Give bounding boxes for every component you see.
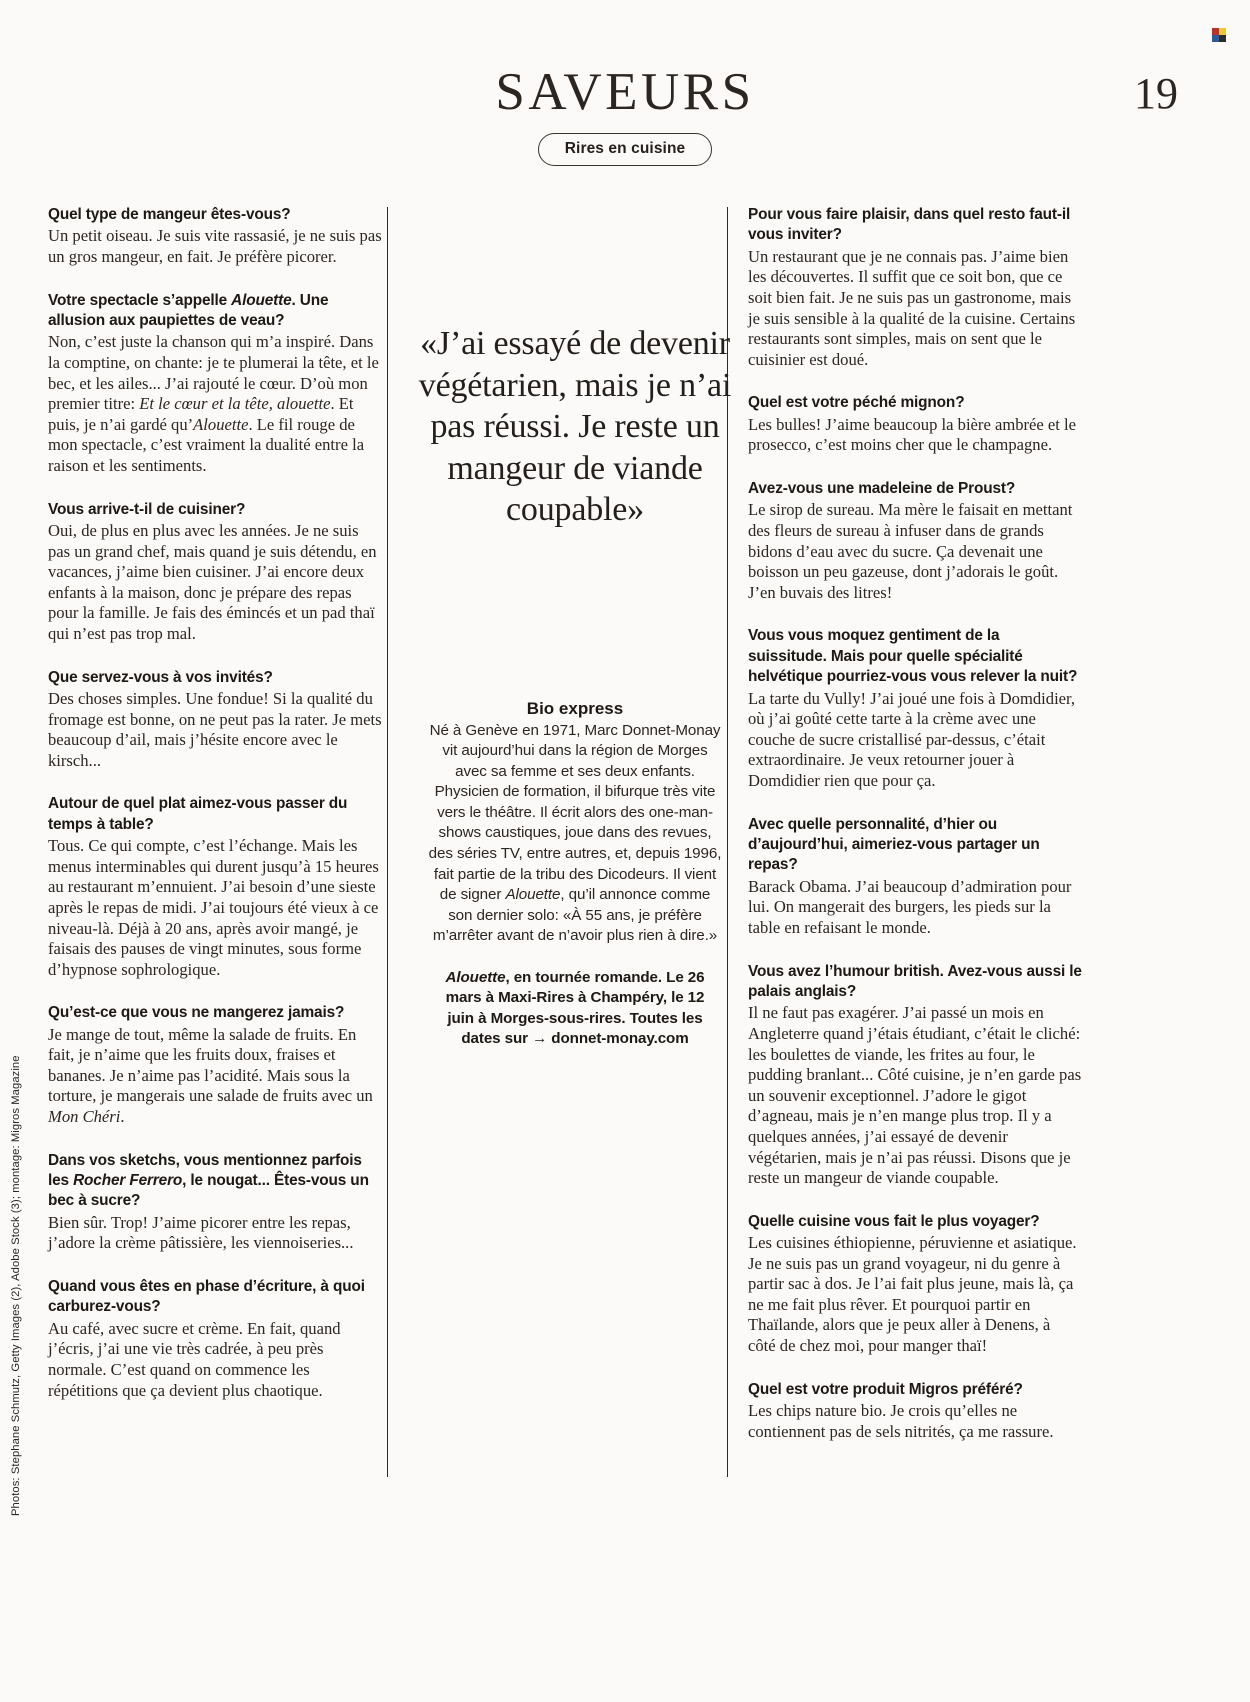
qa-answer: Un restaurant que je ne connais pas. J’aime bien les découvertes. Il suffit que ce soit bon, que ce soit bien fait. Je ne suis pas un gastronome, mais je suis sensible à la qualité de la cuisine. Certains restaurants sont simples, mais on sent que le cuisinier est doué. <box>748 246 1076 369</box>
qa-answer: Bien sûr. Trop! J’aime picorer entre les repas, j’adore la crème pâtissière, les viennoiseries... <box>48 1212 354 1253</box>
qa-question: Quand vous êtes en phase d’écriture, à quoi carburez-vous? <box>48 1278 365 1316</box>
column-left <box>48 205 382 1401</box>
qa-answer: Tous. Ce qui compte, c’est l’échange. Mais les menus interminables qui durent jusqu’à 15 heures au restaurant m’ennuient. J’ai besoin d’une sieste après le repas de midi. J’ai toujours été vieux à ce niveau-là. Déjà à 20 ans, après avoir mangé, je faisais des pauses de vingt minutes, sous forme d’hypnose sophrologique. <box>48 836 379 979</box>
column-center <box>410 205 740 1050</box>
qa-question: Avez-vous une madeleine de Proust? <box>748 479 1016 497</box>
qa-block <box>48 1151 382 1254</box>
qa-block <box>748 962 1082 1189</box>
qa-block <box>748 1380 1082 1443</box>
qa-question: Vous avez l’humour british. Avez-vous aussi le palais anglais? <box>748 962 1082 1000</box>
rubric-badge: Rires en cuisine <box>538 133 712 166</box>
qa-answer: Le sirop de sureau. Ma mère le faisait en mettant des fleurs de sureau à infuser dans de grands bidons d’eau avec du sucre. Ça devenait une boisson un peu gazeuse, dont j’adorais le goût. J’en buvais des litres! <box>748 500 1073 602</box>
column-right <box>748 205 1082 1442</box>
qa-block <box>48 794 382 980</box>
qa-answer: Les chips nature bio. Je crois qu’elles ne contiennent pas de sels nitrités, ça me rassure. <box>748 1401 1054 1441</box>
qa-question: Quel est votre péché mignon? <box>748 394 965 412</box>
qa-block <box>48 500 382 645</box>
qa-block <box>748 393 1082 456</box>
section-title: SAVEURS <box>495 63 755 121</box>
qa-block <box>48 205 382 268</box>
qa-question: Votre spectacle s’appelle Alouette. Une allusion aux paupiettes de veau? <box>48 291 329 329</box>
qa-answer: Oui, de plus en plus avec les années. Je ne suis pas un grand chef, mais quand je suis détendu, en vacances, j’aime bien cuisiner. J’ai encore deux enfants à la maison, donc je prépare des repas pour la famille. Je fais des émincés et un pad thaï qui n’est pas trop mal. <box>48 520 377 643</box>
qa-answer: Des choses simples. Une fondue! Si la qualité du fromage est bonne, on ne peut pas la rater. Je mets beaucoup d’ail, mais j’hésite encore avec le kirsch... <box>48 688 382 770</box>
tour-dates: Alouette, en tournée romande. Le 26 mars à Maxi-Rires à Champéry, le 12 juin à Morges-sous-rires. Toutes les dates sur → donnet-monay.com <box>445 969 705 1048</box>
qa-block <box>48 291 382 477</box>
qa-question: Vous vous moquez gentiment de la suissitude. Mais pour quelle spécialité helvétique pourriez-vous vous relever la nuit? <box>748 627 1078 686</box>
bio-express-block <box>410 699 740 948</box>
qa-answer: Il ne faut pas exagérer. J’ai passé un mois en Angleterre quand j’étais étudiant, c’était le cliché: les boulettes de viande, les frites au four, le pudding branlant... Côté cuisine, je n’en garde pas un souvenir exceptionnel. J’adore le gigot d’agneau, mais je n’en mange plus trop. Il y a quelques années, j’ai essayé de devenir végétarien, mais je n’ai pas réussi. Disons que je reste un mangeur de viande coupable. <box>748 1003 1082 1188</box>
page-number: 19 <box>1134 69 1178 118</box>
qa-answer: La tarte du Vully! J’ai joué une fois à Domdidier, où j’ai goûté cette tarte à la crème avec une couche de sucre cristallisé par-dessus, c’était extraordinaire. Je veux retourner jouer à Domdidier rien que pour ça. <box>748 688 1076 790</box>
qa-block <box>748 815 1082 939</box>
qa-answer: Un petit oiseau. Je suis vite rassasié, je ne suis pas un gros mangeur, en fait. Je préfère picorer. <box>48 226 382 266</box>
photo-credit: Photos: Stephane Schmutz, Getty Images (2), Adobe Stock (3); montage: Migros Magazine <box>10 1055 22 1516</box>
qa-question: Pour vous faire plaisir, dans quel resto faut-il vous inviter? <box>748 206 1071 244</box>
registration-mark-icon <box>1212 28 1226 42</box>
qa-question: Dans vos sketchs, vous mentionnez parfois les Rocher Ferrero, le nougat... Êtes-vous un bec à sucre? <box>48 1151 369 1210</box>
qa-answer: Les bulles! J’aime beaucoup la bière ambrée et le prosecco, c’est moins cher que le champagne. <box>748 414 1077 455</box>
qa-answer: Je mange de tout, même la salade de fruits. En fait, je n’aime que les fruits doux, fraises et bananes. Je n’aime pas l’acidité. Mais sous la torture, je mangerais une salade de fruits avec un Mon Chéri. <box>48 1024 373 1127</box>
qa-answer: Au café, avec sucre et crème. En fait, quand j’écris, j’ai une vie très cadrée, à peu près normale. C’est quand on commence les répétitions que ça devient plus chaotique. <box>48 1318 341 1400</box>
qa-question: Quel type de mangeur êtes-vous? <box>48 206 291 223</box>
qa-block <box>748 1212 1082 1357</box>
qa-answer: Non, c’est juste la chanson qui m’a inspiré. Dans la comptine, on chante: je te plumerai la tête, et le bec, et les ailes... J’ai rajouté le cœur. D’où mon premier titre: Et le cœur et la tête, alouette. Et puis, je n’ai gardé qu’Alouette. Le fil rouge de mon spectacle, c’est vraiment la dualité entre la raison et les sentiments. <box>48 332 379 475</box>
qa-answer: Les cuisines éthiopienne, péruvienne et asiatique. Je ne suis pas un grand voyageur, ni du genre à partir sac à dos. Je l’ai fait plus jeune, mais là, ça ne me fait plus rêver. Et pourquoi partir en Thaïlande, alors que je peux aller à Denens, à côté de chez moi, pour manger thaï! <box>748 1233 1077 1356</box>
qa-block <box>48 1277 382 1401</box>
qa-question: Que servez-vous à vos invités? <box>48 668 273 686</box>
qa-block <box>748 626 1082 791</box>
bio-express-title: Bio express <box>526 698 624 718</box>
qa-question: Autour de quel plat aimez-vous passer du temps à table? <box>48 795 348 833</box>
qa-question: Qu’est-ce que vous ne mangerez jamais? <box>48 1004 345 1022</box>
qa-block <box>48 1003 382 1127</box>
qa-answer: Barack Obama. J’ai beaucoup d’admiration pour lui. On mangerait des burgers, les pieds sur la table en refaisant le monde. <box>748 876 1072 937</box>
qa-question: Quelle cuisine vous fait le plus voyager? <box>748 1212 1040 1230</box>
pull-quote: «J’ai essayé de devenir végétarien, mais je n’ai pas réussi. Je reste un mangeur de viande coupable» <box>418 325 732 528</box>
column-divider-1 <box>387 207 388 1477</box>
qa-question: Avec quelle personnalité, d’hier ou d’aujourd’hui, aimeriez-vous partager un repas? <box>748 815 1040 874</box>
qa-block <box>48 668 382 772</box>
qa-question: Vous arrive-t-il de cuisiner? <box>48 500 246 518</box>
bio-express-text: Né à Genève en 1971, Marc Donnet-Monay vit aujourd’hui dans la région de Morges avec sa femme et ses deux enfants. Physicien de formation, il bifurque très vite vers le théâtre. Il écrit alors des one-man-shows caustiques, joue dans des revues, des séries TV, entre autres, et, depuis 1996, fait partie de la tribu des Dicodeurs. Il vient de signer Alouette, qu’il annonce comme son dernier solo: «À 55 ans, je préfère m’arrêter avant de n’avoir plus rien à dire.» <box>428 721 722 945</box>
masthead <box>0 62 1250 166</box>
qa-question: Quel est votre produit Migros préféré? <box>748 1380 1023 1398</box>
qa-block <box>748 479 1082 603</box>
qa-block <box>748 205 1082 370</box>
